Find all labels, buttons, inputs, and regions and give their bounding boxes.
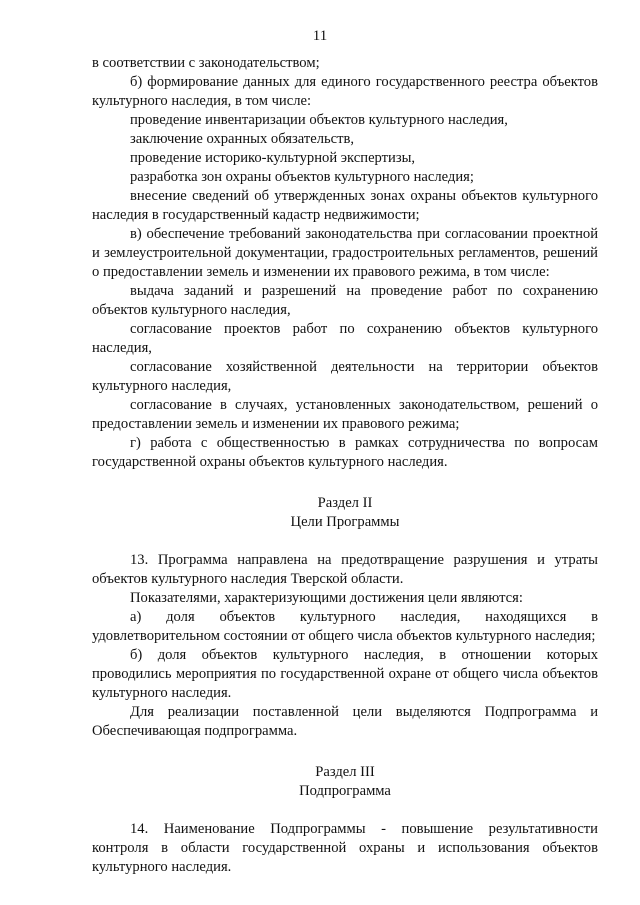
section-heading: Раздел II <box>317 495 373 511</box>
paragraph: Показателями, характеризующими достижения цели являются: <box>130 590 523 606</box>
paragraph: выдача заданий и разрешений на проведение работ по сохранению объектов культурного наследия, <box>92 283 598 318</box>
paragraph: а) доля объектов культурного наследия, находящихся в удовлетворительном состоянии от общего числа объектов культурного наследия; <box>92 609 598 644</box>
paragraph: проведение инвентаризации объектов культурного наследия, <box>130 112 508 128</box>
paragraph: Для реализации поставленной цели выделяются Подпрограмма и Обеспечивающая подпрограмма. <box>92 704 598 739</box>
paragraph: в соответствии с законодательством; <box>92 55 320 71</box>
section-title: Подпрограмма <box>299 783 391 799</box>
paragraph: разработка зон охраны объектов культурного наследия; <box>130 169 474 185</box>
document-body <box>92 54 598 877</box>
paragraph: согласование хозяйственной деятельности на территории объектов культурного наследия, <box>92 359 598 394</box>
paragraph: г) работа с общественностью в рамках сотрудничества по вопросам государственной охраны объектов культурного наследия. <box>92 435 598 470</box>
paragraph: 13. Программа направлена на предотвращение разрушения и утраты объектов культурного наследия Тверской области. <box>92 552 598 587</box>
paragraph: заключение охранных обязательств, <box>130 131 355 147</box>
paragraph: проведение историко-культурной экспертизы, <box>130 150 416 166</box>
paragraph: внесение сведений об утвержденных зонах охраны объектов культурного наследия в государственный кадастр недвижимости; <box>92 188 598 223</box>
paragraph: согласование в случаях, установленных законодательством, решений о предоставлении земель и изменении их правового режима; <box>92 397 598 432</box>
section-heading: Раздел III <box>315 764 375 780</box>
paragraph: б) доля объектов культурного наследия, в отношении которых проводились мероприятия по государственной охране от общего числа объектов культурного наследия. <box>92 647 598 701</box>
section-title: Цели Программы <box>290 514 400 530</box>
paragraph: в) обеспечение требований законодательства при согласовании проектной и землеустроительной документации, градостроительных регламентов, решений о предоставлении земель и изменении их правового режима, в том числе: <box>92 226 598 280</box>
paragraph: б) формирование данных для единого государственного реестра объектов культурного наследия, в том числе: <box>92 74 598 109</box>
paragraph: согласование проектов работ по сохранению объектов культурного наследия, <box>92 321 598 356</box>
page-number: 11 <box>312 28 328 44</box>
paragraph: 14. Наименование Подпрограммы - повышение результативности контроля в области государственной охраны и использования объектов культурного наследия. <box>92 821 598 875</box>
